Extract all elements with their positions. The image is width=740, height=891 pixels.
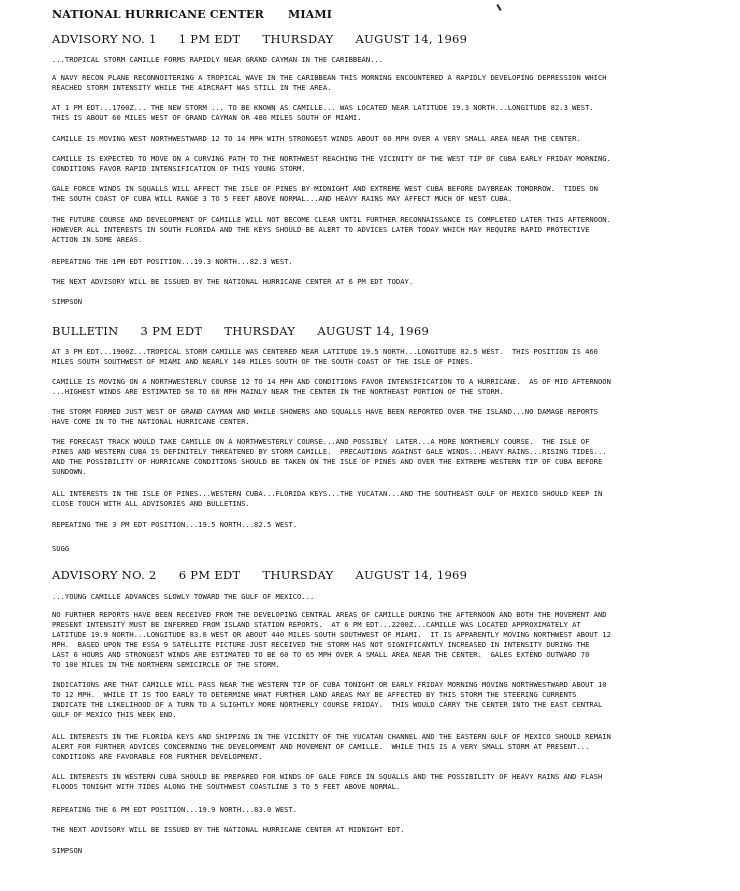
advisory-2-paragraph: NO FURTHER REPORTS HAVE BEEN RECEIVED FROM THE DEVELOPING CENTRAL AREAS OF CAMILLE DURING THE AFTERNOON AND BOTH THE MOVEMENT AND PRESENT INTENSITY MUST BE INFERRED FROM ISLAND STATION REPORTS. AT 6 PM EDT...2200Z...CAMILLE WAS LOCATED APPROXIMATELY AT LATITUDE 19.9 NORTH...LONGITUDE 83.0 WEST OR ABOUT 440 MILES SOUTH SOUTHWEST OF MIAMI. IT IS APPARENTLY MOVING NORTHWEST ABOUT 12 MPH. BASED UPON THE ESSA 9 SATELLITE PICTURE JUST RECEIVED THE STORM HAS NOT SIGNIFICANTLY INCREASED IN INTENSITY DURING THE LAST 6 HOURS AND STRONGEST WINDS ARE ESTIMATED TO BE 60 TO 65 MPH OVER A SMALL AREA NEAR THE CENTER. GALES EXTEND OUTWARD 70 TO 100 MILES IN THE NORTHERN SEMICIRCLE OF THE STORM. — [52, 610, 611, 669]
agency-name: NATIONAL HURRICANE CENTER — [52, 8, 264, 21]
title-time: 6 PM EDT — [178, 568, 241, 582]
advisory-1-position: REPEATING THE 1PM EDT POSITION...19.3 NORTH...82.3 WEST. — [52, 257, 293, 266]
title-date: AUGUST 14, 1969 — [317, 324, 430, 338]
advisory-2-title — [52, 568, 467, 582]
title-date: AUGUST 14, 1969 — [355, 32, 468, 46]
pen-mark — [496, 4, 501, 11]
title-date: AUGUST 14, 1969 — [355, 568, 468, 582]
title-number: ADVISORY NO. 2 — [52, 568, 157, 582]
bulletin-paragraph: THE FORECAST TRACK WOULD TAKE CAMILLE ON A NORTHWESTERLY COURSE...AND POSSIBLY LATER...A MORE NORTHERLY COURSE. THE ISLE OF PINES AND WESTERN CUBA IS DEFINITELY THREATENED BY STORM CAMILLE. PRECAUTIONS AGAINST GALE WINDS...HEAVY RAINS...RISING TIDES... AND THE POSSIBILITY OF HURRICANE CONDITIONS SHOULD BE TAKEN ON THE ISLE OF PINES AND OVER THE EXTREME WESTERN TIP OF CUBA BEFORE SUNDOWN. — [52, 437, 607, 476]
advisory-2-paragraph: ALL INTERESTS IN THE FLORIDA KEYS AND SHIPPING IN THE VICINITY OF THE YUCATAN CHANNEL AND THE EASTERN GULF OF MEXICO SHOULD REMAIN ALERT FOR FURTHER ADVICES CONCERNING THE DEVELOPMENT AND MOVEMENT OF CAMILLE. WHILE THIS IS A VERY SMALL STORM AT PRESENT... CONDITIONS ARE FAVORABLE FOR FURTHER DEVELOPMENT. — [52, 732, 611, 761]
title-number: BULLETIN — [52, 324, 119, 338]
bulletin-paragraph: AT 3 PM EDT...1900Z...TROPICAL STORM CAMILLE WAS CENTERED NEAR LATITUDE 19.5 NORTH...LONGITUDE 82.5 WEST. THIS POSITION IS 460 MILES SOUTH SOUTHWEST OF MIAMI AND NEARLY 140 MILES SOUTH OF THE SOUTH COAST OF THE ISLE OF PINES. — [52, 347, 598, 366]
advisory-1-paragraph: THE FUTURE COURSE AND DEVELOPMENT OF CAMILLE WILL NOT BECOME CLEAR UNTIL FURTHER RECONNAISSANCE IS COMPLETED LATER THIS AFTERNOON. HOWEVER ALL INTERESTS IN SOUTH FLORIDA AND THE KEYS SHOULD BE ALERT TO ADVICES LATER TODAY WHICH MAY REQUIRE RAPID PROTECTIVE ACTION IN SOME AREAS. — [52, 215, 611, 244]
advisory-1-headline: ...TROPICAL STORM CAMILLE FORMS RAPIDLY NEAR GRAND CAYMAN IN THE CARIBBEAN... — [52, 55, 384, 64]
title-day: THURSDAY — [262, 568, 334, 582]
advisory-1-paragraph: AT 1 PM EDT...1700Z... THE NEW STORM ... TO BE KNOWN AS CAMILLE... WAS LOCATED NEAR LATITUDE 19.3 NORTH...LONGITUDE 82.3 WEST. THIS IS ABOUT 60 MILES WEST OF GRAND CAYMAN OR 480 MILES SOUTH OF MIAMI. — [52, 103, 594, 122]
advisory-2-next: THE NEXT ADVISORY WILL BE ISSUED BY THE NATIONAL HURRICANE CENTER AT MIDNIGHT EDT. — [52, 825, 405, 834]
advisory-1-next: THE NEXT ADVISORY WILL BE ISSUED BY THE NATIONAL HURRICANE CENTER AT 6 PM EDT TODAY. — [52, 277, 414, 286]
agency-header — [52, 8, 332, 21]
advisory-1-paragraph: CAMILLE IS EXPECTED TO MOVE ON A CURVING PATH TO THE NORTHWEST REACHING THE VICINITY OF THE WEST TIP OF CUBA EARLY FRIDAY MORNING. CONDITIONS FAVOR RAPID INTENSIFICATION OF THIS YOUNG STORM. — [52, 154, 611, 173]
advisory-2-signature: SIMPSON — [52, 846, 83, 855]
advisory-2-paragraph: INDICATIONS ARE THAT CAMILLE WILL PASS NEAR THE WESTERN TIP OF CUBA TONIGHT OR EARLY FRIDAY MORNING MOVING NORTHWESTWARD ABOUT 10 TO 12 MPH. WHILE IT IS TOO EARLY TO DETERMINE WHAT FURTHER LAND AREAS MAY BE AFFECTED BY THIS STORM THE STEERING CURRENTS INDICATE THE LIKELIHOOD OF A TURN TO A SLIGHTLY MORE NORTHERLY COURSE FRIDAY. THIS WOULD CARRY THE CENTER INTO THE EAST CENTRAL GULF OF MEXICO THIS WEEK END. — [52, 680, 607, 719]
bulletin-paragraph: ALL INTERESTS IN THE ISLE OF PINES...WESTERN CUBA...FLORIDA KEYS...THE YUCATAN...AND THE SOUTHEAST GULF OF MEXICO SHOULD KEEP IN CLOSE TOUCH WITH ALL ADVISORIES AND BULLETINS. — [52, 489, 603, 508]
bulletin-paragraph: CAMILLE IS MOVING ON A NORTHWESTERLY COURSE 12 TO 14 MPH AND CONDITIONS FAVOR INTENSIFICATION TO A HURRICANE. AS OF MID AFTERNOON ...HIGHEST WINDS ARE ESTIMATED 50 TO 60 MPH MAINLY NEAR THE CENTER IN THE NORTHEAST PORTION OF THE STORM. — [52, 377, 611, 396]
advisory-2-position: REPEATING THE 6 PM EDT POSITION...19.9 NORTH...83.0 WEST. — [52, 805, 298, 814]
agency-city: MIAMI — [287, 8, 333, 21]
title-day: THURSDAY — [224, 324, 296, 338]
advisory-2-paragraph: ALL INTERESTS IN WESTERN CUBA SHOULD BE PREPARED FOR WINDS OF GALE FORCE IN SQUALLS AND THE POSSIBILITY OF HEAVY RAINS AND FLASH FLOODS TONIGHT WITH TIDES ALONG THE SOUTHWEST COASTLINE 3 TO 5 FEET ABOVE NORMAL. — [52, 772, 603, 791]
bulletin-position: REPEATING THE 3 PM EDT POSITION...19.5 NORTH...82.5 WEST. — [52, 520, 298, 529]
advisory-1-title — [52, 32, 467, 46]
bulletin-signature: SUGG — [52, 544, 70, 553]
title-day: THURSDAY — [262, 32, 334, 46]
advisory-1-paragraph: A NAVY RECON PLANE RECONNOITERING A TROPICAL WAVE IN THE CARIBBEAN THIS MORNING ENCOUNTERED A RAPIDLY DEVELOPING DEPRESSION WHICH REACHED STORM INTENSITY WHILE THE AIRCRAFT WAS STILL IN THE AREA. — [52, 73, 607, 92]
bulletin-paragraph: THE STORM FORMED JUST WEST OF GRAND CAYMAN AND WHILE SHOWERS AND SQUALLS HAVE BEEN REPORTED OVER THE ISLAND...NO DAMAGE REPORTS HAVE COME IN TO THE NATIONAL HURRICANE CENTER. — [52, 407, 598, 426]
advisory-1-paragraph: CAMILLE IS MOVING WEST NORTHWESTWARD 12 TO 14 MPH WITH STRONGEST WINDS ABOUT 60 MPH OVER A VERY SMALL AREA NEAR THE CENTER. — [52, 134, 581, 143]
advisory-2-headline: ...YOUNG CAMILLE ADVANCES SLOWLY TOWARD THE GULF OF MEXICO... — [52, 592, 315, 601]
title-time: 1 PM EDT — [178, 32, 241, 46]
title-number: ADVISORY NO. 1 — [52, 32, 157, 46]
title-time: 3 PM EDT — [140, 324, 203, 338]
advisory-1-signature: SIMPSON — [52, 297, 83, 306]
advisory-1-paragraph: GALE FORCE WINDS IN SQUALLS WILL AFFECT THE ISLE OF PINES BY MIDNIGHT AND EXTREME WEST CUBA BEFORE DAYBREAK TOMORROW. TIDES ON THE SOUTH COAST OF CUBA WILL RANGE 3 TO 5 FEET ABOVE NORMAL...AND HEAVY RAINS MAY AFFECT MUCH OF WEST CUBA. — [52, 184, 598, 203]
bulletin-title — [52, 324, 429, 338]
